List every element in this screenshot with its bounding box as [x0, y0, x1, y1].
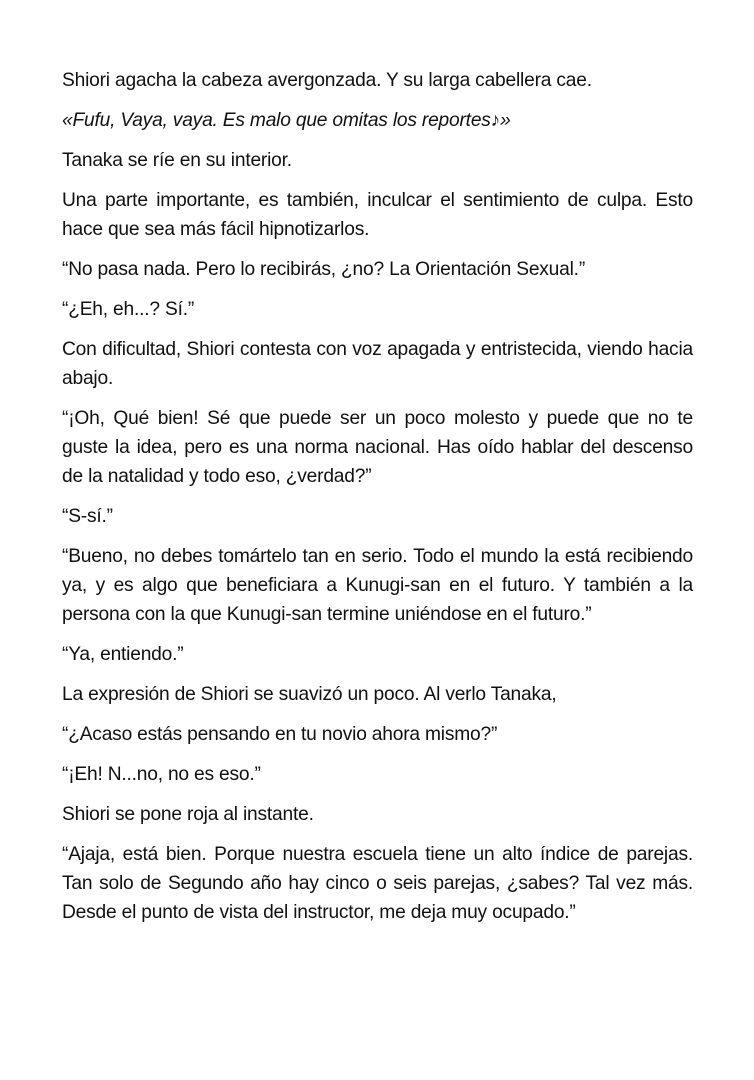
paragraph-dialogue: “¿Acaso estás pensando en tu novio ahora mismo?” [62, 724, 498, 745]
paragraph: La expresión de Shiori se suavizó un poco. Al verlo Tanaka, [62, 684, 557, 705]
paragraph-dialogue: “Ya, entiendo.” [62, 644, 184, 665]
paragraph-dialogue: “No pasa nada. Pero lo recibirás, ¿no? La Orientación Sexual.” [62, 259, 586, 280]
paragraph-dialogue: “Bueno, no debes tomártelo tan en serio. Todo el mundo la está recibiendo ya, y es algo que beneficiara a Kunugi-san en el futuro. Y también a la persona con la que Kunugi-san termine uniéndose en el futuro.” [62, 546, 693, 625]
paragraph: Tanaka se ríe en su interior. [62, 150, 292, 171]
paragraph: Una parte importante, es también, inculcar el sentimiento de culpa. Esto hace que sea más fácil hipnotizarlos. [62, 190, 693, 240]
paragraph: Con dificultad, Shiori contesta con voz apagada y entristecida, viendo hacia abajo. [62, 339, 693, 389]
paragraph: Shiori agacha la cabeza avergonzada. Y su larga cabellera cae. [62, 70, 592, 91]
paragraph-dialogue: “¿Eh, eh...? Sí.” [62, 299, 195, 320]
paragraph: Shiori se pone roja al instante. [62, 804, 314, 825]
paragraph-italic-thought: «Fufu, Vaya, vaya. Es malo que omitas los reportes♪» [62, 110, 511, 131]
paragraph-dialogue: “S-sí.” [62, 506, 113, 527]
paragraph-dialogue: “¡Eh! N...no, no es eso.” [62, 764, 261, 785]
paragraph-dialogue: “¡Oh, Qué bien! Sé que puede ser un poco molesto y puede que no te guste la idea, pero es una norma nacional. Has oído hablar del descenso de la natalidad y todo eso, ¿verdad?” [62, 408, 693, 487]
document-page [62, 66, 693, 938]
paragraph-dialogue: “Ajaja, está bien. Porque nuestra escuela tiene un alto índice de parejas. Tan solo de Segundo año hay cinco o seis parejas, ¿sabes? Tal vez más. Desde el punto de vista del instructor, me deja muy ocupado.” [62, 844, 693, 923]
